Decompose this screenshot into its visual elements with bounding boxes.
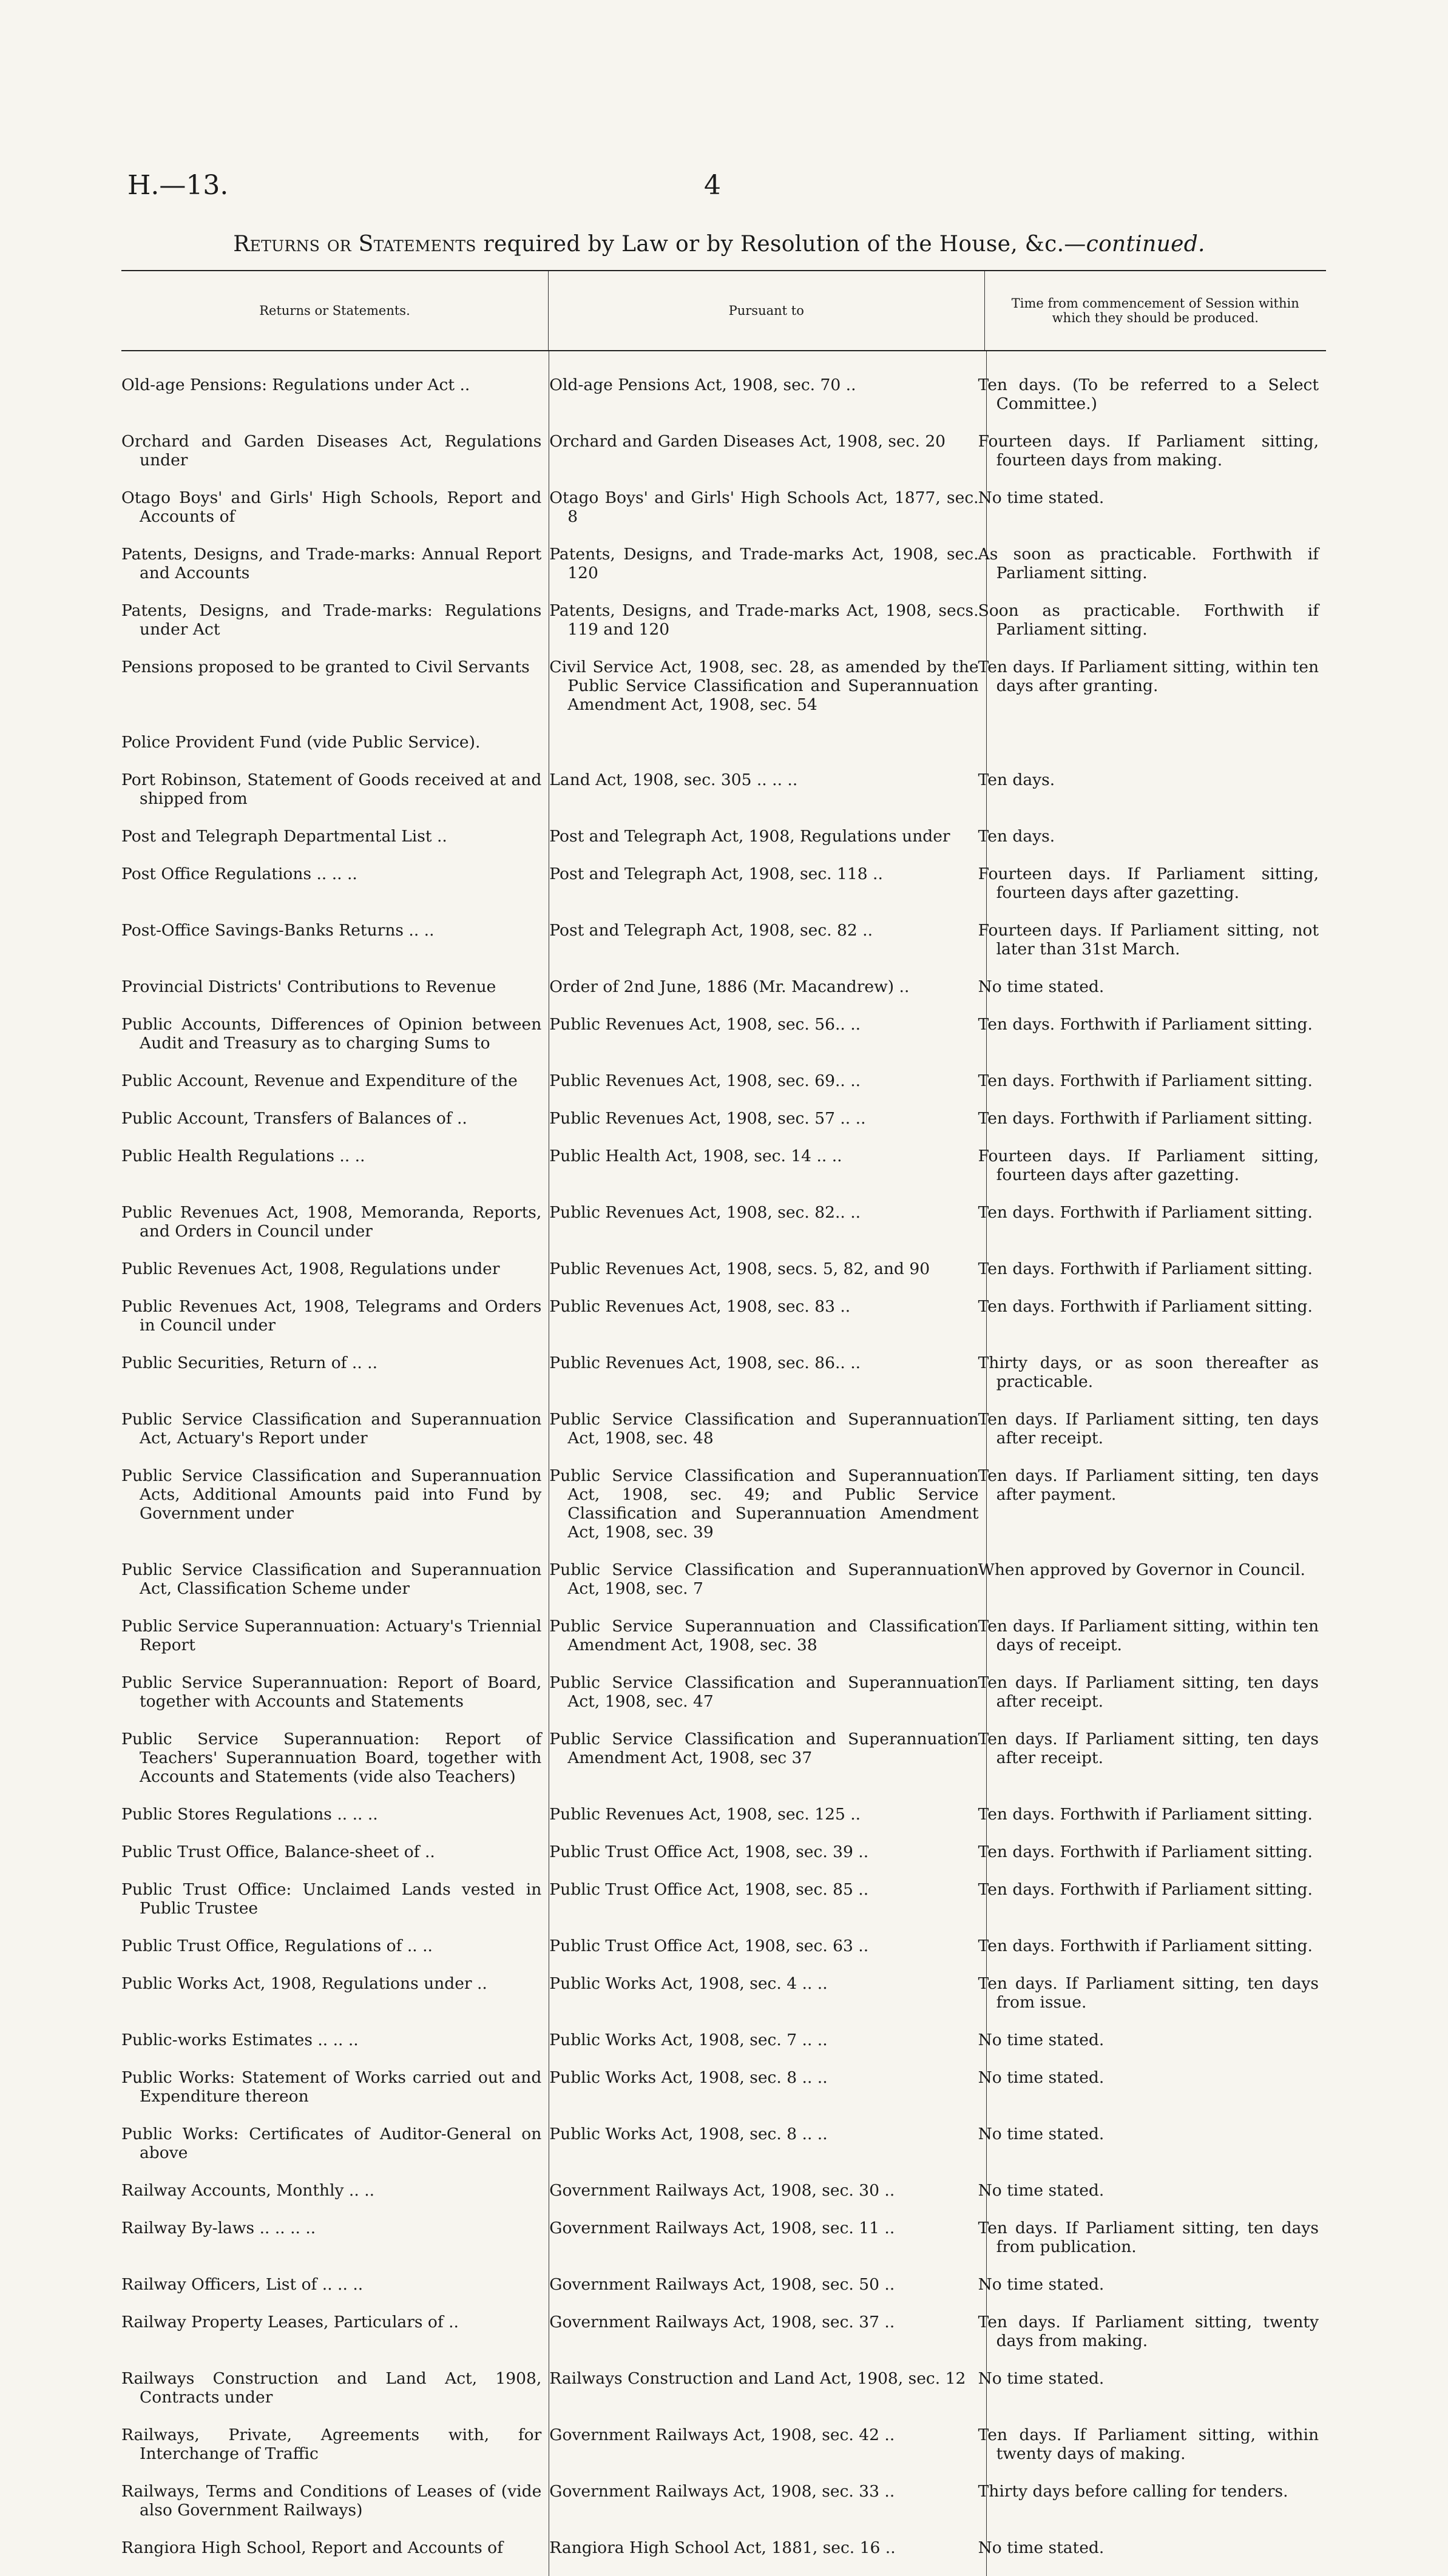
cell-pursuant: Public Service Classification and Superannuation Act, 1908, sec. 47	[549, 1673, 979, 1711]
cell-pursuant: Old-age Pensions Act, 1908, sec. 70 ..	[549, 376, 856, 394]
cell-time: No time stated.	[978, 977, 1105, 996]
cell-time: Ten days. Forthwith if Parliament sitting.	[978, 1259, 1313, 1278]
cell-return: Patents, Designs, and Trade-marks: Regulations under Act	[121, 601, 542, 639]
cell-return: Public Trust Office, Regulations of .. ..	[121, 1937, 433, 1955]
cell-time: Fourteen days. If Parliament sitting, fourteen days after gazetting.	[978, 865, 1319, 902]
cell-pursuant: Public Trust Office Act, 1908, sec. 63 ..	[549, 1937, 869, 1955]
cell-return: Public Revenues Act, 1908, Regulations under	[121, 1259, 500, 1278]
cell-time: Ten days. If Parliament sitting, within ten days of receipt.	[978, 1617, 1319, 1654]
cell-pursuant: Patents, Designs, and Trade-marks Act, 1908, sec. 120	[549, 545, 979, 582]
cell-return: Public Works: Statement of Works carried out and Expenditure thereon	[121, 2068, 542, 2106]
cell-return: Public Account, Revenue and Expenditure of the	[121, 1071, 518, 1090]
cell-pursuant: Government Railways Act, 1908, sec. 30 ..	[549, 2181, 895, 2200]
cell-return: Public Securities, Return of .. ..	[121, 1354, 378, 1372]
cell-return: Railway Accounts, Monthly .. ..	[121, 2181, 375, 2200]
cell-return: Railways Construction and Land Act, 1908, Contracts under	[121, 2369, 542, 2407]
table-title	[121, 232, 1317, 257]
cell-pursuant: Public Revenues Act, 1908, sec. 69.. ..	[549, 1071, 861, 1090]
cell-pursuant: Public Trust Office Act, 1908, sec. 39 ..	[549, 1843, 869, 1861]
cell-return: Rangiora High School, Report and Accounts of	[121, 2538, 503, 2557]
cell-return: Pensions proposed to be granted to Civil Servants	[121, 658, 530, 676]
cell-pursuant: Public Service Classification and Superannuation Act, 1908, sec. 48	[549, 1410, 979, 1448]
cell-pursuant	[549, 733, 986, 770]
cell-return: Patents, Designs, and Trade-marks: Annual Report and Accounts	[121, 545, 542, 582]
column-header-time: Time from commencement of Session within which they should be produced.	[1011, 295, 1299, 325]
cell-return: Post Office Regulations .. .. ..	[121, 865, 357, 883]
cell-time: Thirty days, or as soon thereafter as practicable.	[978, 1354, 1319, 1391]
cell-time: Ten days. If Parliament sitting, ten days from issue.	[978, 1974, 1319, 2012]
cell-time: Ten days. Forthwith if Parliament sitting.	[978, 1843, 1313, 1861]
cell-time: Soon as practicable. Forthwith if Parliament sitting.	[978, 601, 1319, 639]
cell-time: Ten days. Forthwith if Parliament sitting.	[978, 1297, 1313, 1316]
cell-pursuant: Government Railways Act, 1908, sec. 11 ..	[549, 2219, 895, 2237]
cell-return: Public Service Classification and Superannuation Acts, Additional Amounts paid into Fund by Government under	[121, 1466, 542, 1523]
cell-pursuant: Public Revenues Act, 1908, sec. 83 ..	[549, 1297, 851, 1316]
cell-time: No time stated.	[978, 2181, 1105, 2200]
cell-time: Ten days. If Parliament sitting, ten days after receipt.	[978, 1730, 1319, 1767]
cell-return: Otago Boys' and Girls' High Schools, Report and Accounts of	[121, 488, 542, 526]
title-lead: Returns or Statements	[233, 232, 476, 257]
column-pursuant	[549, 351, 986, 2576]
cell-time: Ten days. (To be referred to a Select Committee.)	[978, 376, 1319, 413]
cell-pursuant: Public Works Act, 1908, sec. 8 .. ..	[549, 2125, 828, 2143]
cell-time: Ten days. Forthwith if Parliament sitting.	[978, 1015, 1313, 1034]
cell-return: Post-Office Savings-Banks Returns .. ..	[121, 921, 435, 940]
cell-pursuant: Public Works Act, 1908, sec. 4 .. ..	[549, 1974, 828, 1993]
table-body	[121, 351, 1326, 2576]
cell-pursuant: Government Railways Act, 1908, sec. 33 ..	[549, 2482, 895, 2501]
cell-pursuant: Post and Telegraph Act, 1908, Regulations under	[549, 827, 950, 846]
cell-time: Ten days. If Parliament sitting, within twenty days of making.	[978, 2426, 1319, 2463]
table-header	[121, 271, 1326, 351]
cell-return: Public Service Superannuation: Report of Teachers' Superannuation Board, together with Accounts and Statements (vide also Teachers)	[121, 1730, 542, 1786]
cell-pursuant: Post and Telegraph Act, 1908, sec. 118 ..	[549, 865, 883, 883]
cell-pursuant: Orchard and Garden Diseases Act, 1908, sec. 20	[549, 432, 946, 451]
cell-pursuant: Public Health Act, 1908, sec. 14 .. ..	[549, 1147, 842, 1165]
cell-time: Fourteen days. If Parliament sitting, not later than 31st March.	[978, 921, 1319, 959]
cell-time: When approved by Governor in Council.	[978, 1560, 1305, 1579]
cell-time: Ten days. If Parliament sitting, ten days after receipt.	[978, 1410, 1319, 1448]
cell-pursuant: Government Railways Act, 1908, sec. 37 ..	[549, 2313, 895, 2332]
cell-return: Public Service Superannuation: Report of Board, together with Accounts and Statements	[121, 1673, 542, 1711]
cell-time	[987, 733, 1326, 770]
cell-return: Railways, Terms and Conditions of Leases of (vide also Government Railways)	[121, 2482, 542, 2520]
cell-time: No time stated.	[978, 2538, 1105, 2557]
returns-table	[121, 270, 1326, 2576]
cell-pursuant: Public Service Classification and Superannuation Act, 1908, sec. 7	[549, 1560, 979, 1598]
column-header-returns: Returns or Statements.	[121, 271, 549, 350]
cell-time: No time stated.	[978, 2125, 1105, 2143]
column-time	[978, 351, 1326, 2576]
cell-pursuant: Public Revenues Act, 1908, sec. 56.. ..	[549, 1015, 861, 1034]
cell-return: Orchard and Garden Diseases Act, Regulations under	[121, 432, 542, 470]
cell-return: Public Account, Transfers of Balances of ..	[121, 1109, 467, 1128]
title-continued: continued.	[1086, 232, 1205, 257]
cell-return: Railway By-laws .. .. .. ..	[121, 2219, 316, 2237]
cell-return: Public Revenues Act, 1908, Memoranda, Reports, and Orders in Council under	[121, 1203, 542, 1241]
cell-pursuant: Rangiora High School Act, 1881, sec. 16 ..	[549, 2538, 896, 2557]
cell-return: Railway Officers, List of .. .. ..	[121, 2275, 364, 2294]
cell-time: Ten days. Forthwith if Parliament sitting.	[978, 1203, 1313, 1222]
cell-return: Public Trust Office: Unclaimed Lands vested in Public Trustee	[121, 1880, 542, 1918]
cell-time: Ten days. Forthwith if Parliament sitting.	[978, 1805, 1313, 1824]
cell-return: Public Service Superannuation: Actuary's Triennial Report	[121, 1617, 542, 1654]
cell-pursuant: Government Railways Act, 1908, sec. 50 ..	[549, 2275, 895, 2294]
cell-return: Railways, Private, Agreements with, for Interchange of Traffic	[121, 2426, 542, 2463]
cell-time: Ten days. If Parliament sitting, ten days after receipt.	[978, 1673, 1319, 1711]
cell-time: No time stated.	[978, 2369, 1105, 2388]
cell-time: Ten days. Forthwith if Parliament sitting.	[978, 1880, 1313, 1899]
cell-return: Old-age Pensions: Regulations under Act ..	[121, 376, 470, 394]
cell-return: Public Works Act, 1908, Regulations under ..	[121, 1974, 487, 1993]
cell-pursuant: Railways Construction and Land Act, 1908, sec. 12	[549, 2369, 966, 2388]
cell-time: Thirty days before calling for tenders.	[978, 2482, 1288, 2501]
cell-time: Ten days. If Parliament sitting, twenty days from making.	[978, 2313, 1319, 2350]
cell-time: Ten days. If Parliament sitting, ten days after payment.	[978, 1466, 1319, 1504]
cell-time: Fourteen days. If Parliament sitting, fourteen days from making.	[978, 432, 1319, 470]
cell-pursuant: Public Works Act, 1908, sec. 8 .. ..	[549, 2068, 828, 2087]
cell-time: No time stated.	[978, 2275, 1105, 2294]
cell-return: Public-works Estimates .. .. ..	[121, 2031, 359, 2049]
cell-pursuant: Otago Boys' and Girls' High Schools Act, 1877, sec. 8	[549, 488, 979, 526]
cell-time: No time stated.	[978, 488, 1105, 507]
column-header-pursuant: Pursuant to	[549, 271, 985, 350]
cell-pursuant: Public Revenues Act, 1908, secs. 5, 82, and 90	[549, 1259, 930, 1278]
cell-pursuant: Patents, Designs, and Trade-marks Act, 1908, secs. 119 and 120	[549, 601, 979, 639]
column-returns	[121, 351, 549, 2576]
cell-time: Ten days. Forthwith if Parliament sitting.	[978, 1071, 1313, 1090]
title-body: required by Law or by Resolution of the House, &c.—	[476, 232, 1086, 257]
cell-return: Public Works: Certificates of Auditor-General on above	[121, 2125, 542, 2162]
cell-return: Provincial Districts' Contributions to Revenue	[121, 977, 496, 996]
cell-return: Public Service Classification and Superannuation Act, Classification Scheme under	[121, 1560, 542, 1598]
cell-return: Public Accounts, Differences of Opinion between Audit and Treasury as to charging Sums to	[121, 1015, 542, 1053]
cell-pursuant: Civil Service Act, 1908, sec. 28, as amended by the Public Service Classification and Superannuation Amendment Act, 1908, sec. 54	[549, 658, 979, 714]
cell-return: Post and Telegraph Departmental List ..	[121, 827, 447, 846]
page-header	[127, 170, 1323, 206]
cell-return: Police Provident Fund (vide Public Service).	[121, 733, 481, 752]
cell-time: No time stated.	[978, 2031, 1105, 2049]
cell-pursuant: Public Revenues Act, 1908, sec. 125 ..	[549, 1805, 861, 1824]
cell-return: Port Robinson, Statement of Goods received at and shipped from	[121, 770, 542, 808]
cell-time: Ten days.	[978, 827, 1055, 846]
cell-return: Public Service Classification and Superannuation Act, Actuary's Report under	[121, 1410, 542, 1448]
document-id: H.—13.	[127, 170, 229, 201]
cell-time: No time stated.	[978, 2068, 1105, 2087]
page-number: 4	[704, 170, 721, 201]
cell-return: Public Health Regulations .. ..	[121, 1147, 365, 1165]
cell-time: Ten days. If Parliament sitting, within ten days after granting.	[978, 658, 1319, 695]
cell-pursuant: Order of 2nd June, 1886 (Mr. Macandrew) ..	[549, 977, 910, 996]
cell-time: As soon as practicable. Forthwith if Parliament sitting.	[978, 545, 1319, 582]
cell-return: Public Stores Regulations .. .. ..	[121, 1805, 378, 1824]
cell-time: Ten days.	[978, 770, 1055, 789]
cell-pursuant: Public Service Classification and Superannuation Amendment Act, 1908, sec 37	[549, 1730, 979, 1767]
cell-time: Fourteen days. If Parliament sitting, fourteen days after gazetting.	[978, 1147, 1319, 1184]
cell-pursuant: Public Revenues Act, 1908, sec. 57 .. ..	[549, 1109, 866, 1128]
cell-pursuant: Public Revenues Act, 1908, sec. 82.. ..	[549, 1203, 861, 1222]
cell-pursuant: Land Act, 1908, sec. 305 .. .. ..	[549, 770, 798, 789]
cell-pursuant: Public Trust Office Act, 1908, sec. 85 ..	[549, 1880, 869, 1899]
cell-time: Ten days. Forthwith if Parliament sitting.	[978, 1937, 1313, 1955]
cell-pursuant: Public Service Superannuation and Classification Amendment Act, 1908, sec. 38	[549, 1617, 979, 1654]
cell-time: Ten days. If Parliament sitting, ten days from publication.	[978, 2219, 1319, 2256]
cell-return: Public Trust Office, Balance-sheet of ..	[121, 1843, 435, 1861]
cell-return: Railway Property Leases, Particulars of ..	[121, 2313, 459, 2332]
cell-pursuant: Public Revenues Act, 1908, sec. 86.. ..	[549, 1354, 861, 1372]
cell-pursuant: Government Railways Act, 1908, sec. 42 ..	[549, 2426, 895, 2444]
cell-pursuant: Public Service Classification and Superannuation Act, 1908, sec. 49; and Public Service Classification and Superannuation Amendment Act, 1908, sec. 39	[549, 1466, 979, 1542]
cell-time: Ten days. Forthwith if Parliament sitting.	[978, 1109, 1313, 1128]
cell-pursuant: Public Works Act, 1908, sec. 7 .. ..	[549, 2031, 828, 2049]
cell-pursuant: Post and Telegraph Act, 1908, sec. 82 ..	[549, 921, 873, 940]
cell-return: Public Revenues Act, 1908, Telegrams and Orders in Council under	[121, 1297, 542, 1335]
